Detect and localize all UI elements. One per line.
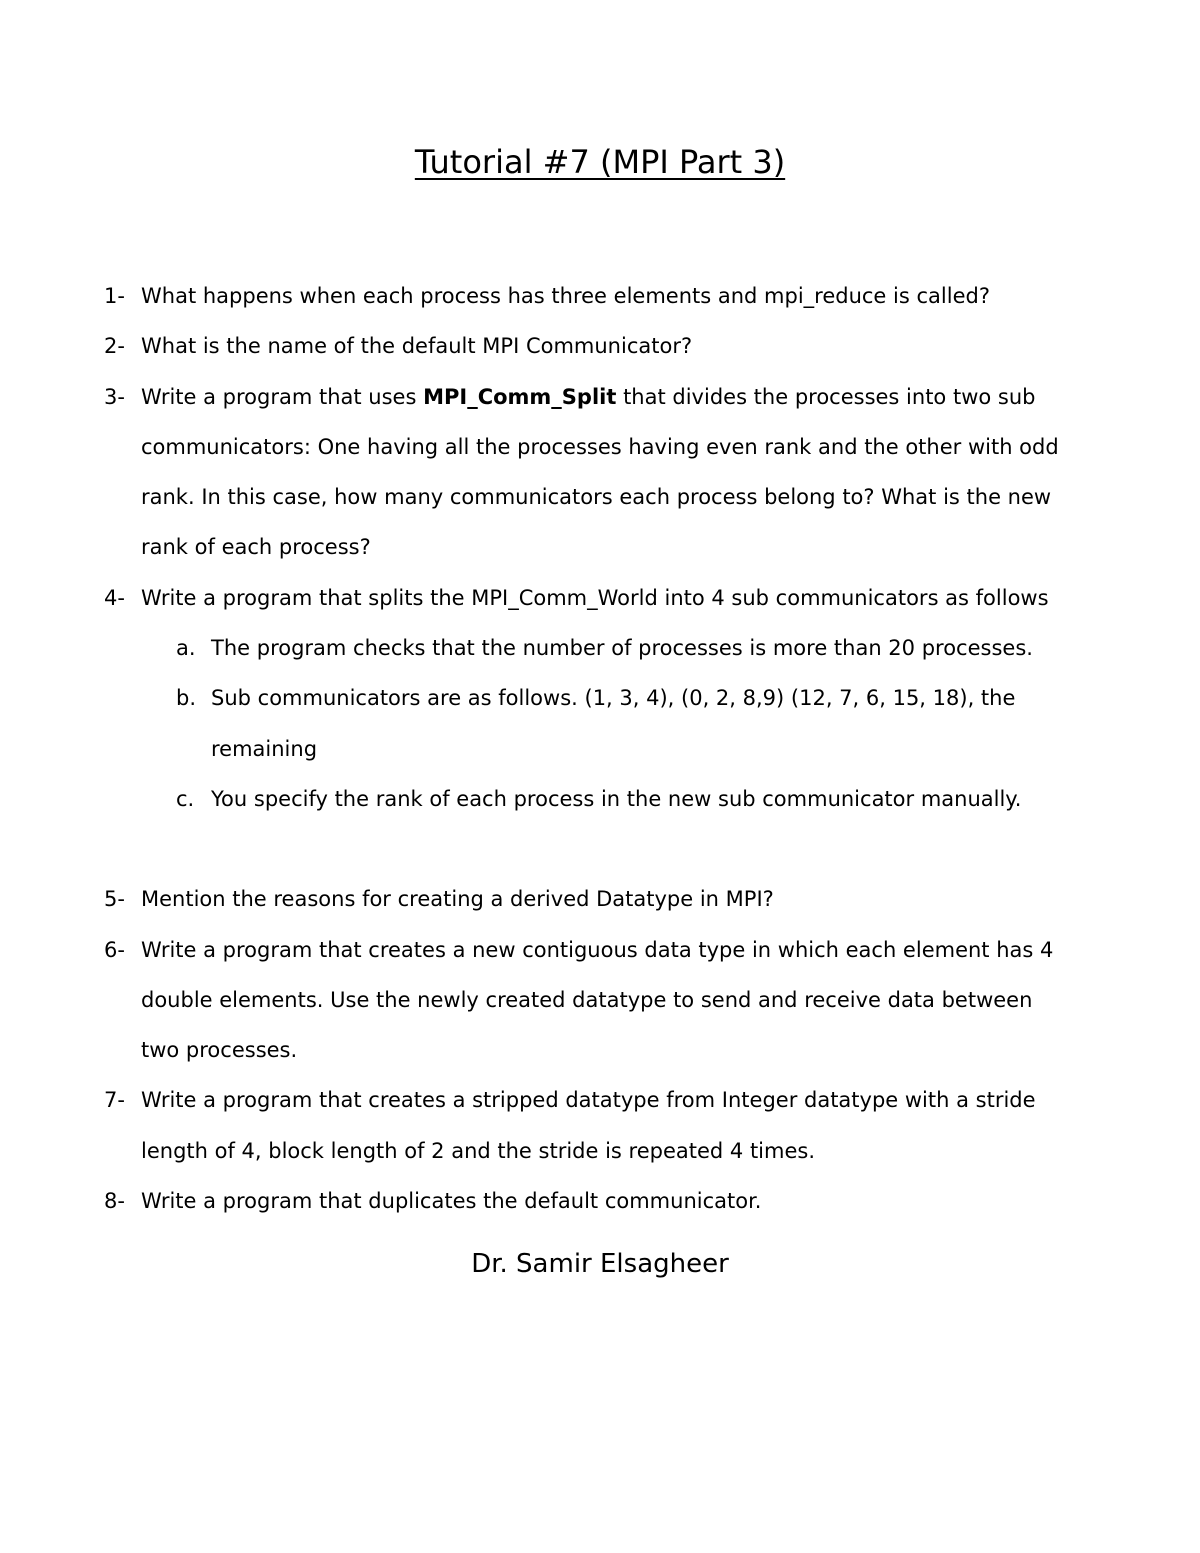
question-line: Mention the reasons for creating a derived Datatype in MPI? xyxy=(141,887,774,912)
question-line: double elements. Use the newly created datatype to send and receive data between xyxy=(141,987,1033,1012)
question-5 xyxy=(104,874,1144,924)
document-title xyxy=(0,140,1200,184)
question-6 xyxy=(104,925,1144,1076)
question-list xyxy=(104,271,1144,1226)
question-3 xyxy=(104,372,1144,573)
question-line: two processes. xyxy=(141,1038,298,1063)
subitem-a xyxy=(104,623,1144,673)
question-text: that divides the processes into two sub xyxy=(616,384,1036,409)
question-number: 4- xyxy=(104,585,125,610)
question-number: 6- xyxy=(104,937,125,962)
question-8 xyxy=(104,1176,1144,1226)
question-4 xyxy=(104,573,1144,623)
question-line: communicators: One having all the processes having even rank and the other with odd xyxy=(141,434,1059,459)
title-text: Tutorial #7 (MPI Part 3) xyxy=(414,143,786,181)
question-2 xyxy=(104,321,1144,371)
question-line: rank. In this case, how many communicators each process belong to? What is the new xyxy=(141,485,1052,510)
question-number: 1- xyxy=(104,284,125,308)
question-line: Write a program that creates a stripped datatype from Integer datatype with a stride xyxy=(141,1088,1036,1113)
subitem-line: remaining xyxy=(211,736,318,761)
question-line: Write a program that duplicates the default communicator. xyxy=(141,1189,762,1214)
subitem-c xyxy=(104,774,1144,824)
question-number: 8- xyxy=(104,1189,125,1214)
question-7 xyxy=(104,1075,1144,1176)
spacer xyxy=(104,824,1144,874)
subitem-line: You specify the rank of each process in the new sub communicator manually. xyxy=(211,786,1022,811)
question-number: 2- xyxy=(104,334,125,359)
question-line: length of 4, block length of 2 and the stride is repeated 4 times. xyxy=(141,1138,816,1163)
subitem-line: Sub communicators are as follows. (1, 3, 4), (0, 2, 8,9) (12, 7, 6, 15, 18), the xyxy=(211,686,1016,711)
question-text: Write a program that uses xyxy=(141,384,424,409)
subitem-letter: b. xyxy=(176,686,197,711)
question-line xyxy=(141,372,1144,422)
subitem-b xyxy=(104,673,1144,774)
question-line: rank of each process? xyxy=(141,535,371,560)
question-1 xyxy=(104,271,1144,321)
question-number: 3- xyxy=(104,384,125,409)
question-line: Write a program that creates a new contiguous data type in which each element has 4 xyxy=(141,937,1054,962)
subitem-letter: a. xyxy=(176,636,196,661)
author-signature: Dr. Samir Elsagheer xyxy=(471,1249,729,1279)
question-line: What happens when each process has three elements and mpi_reduce is called? xyxy=(141,284,990,308)
subitem-letter: c. xyxy=(176,786,195,811)
question-number: 7- xyxy=(104,1088,125,1113)
function-name: MPI_Comm_Split xyxy=(423,384,617,409)
question-line: Write a program that splits the MPI_Comm_World into 4 sub communicators as follows xyxy=(141,585,1049,610)
subitem-line: The program checks that the number of processes is more than 20 processes. xyxy=(211,636,1033,661)
question-number: 5- xyxy=(104,887,125,912)
question-line: What is the name of the default MPI Communicator? xyxy=(141,334,693,359)
